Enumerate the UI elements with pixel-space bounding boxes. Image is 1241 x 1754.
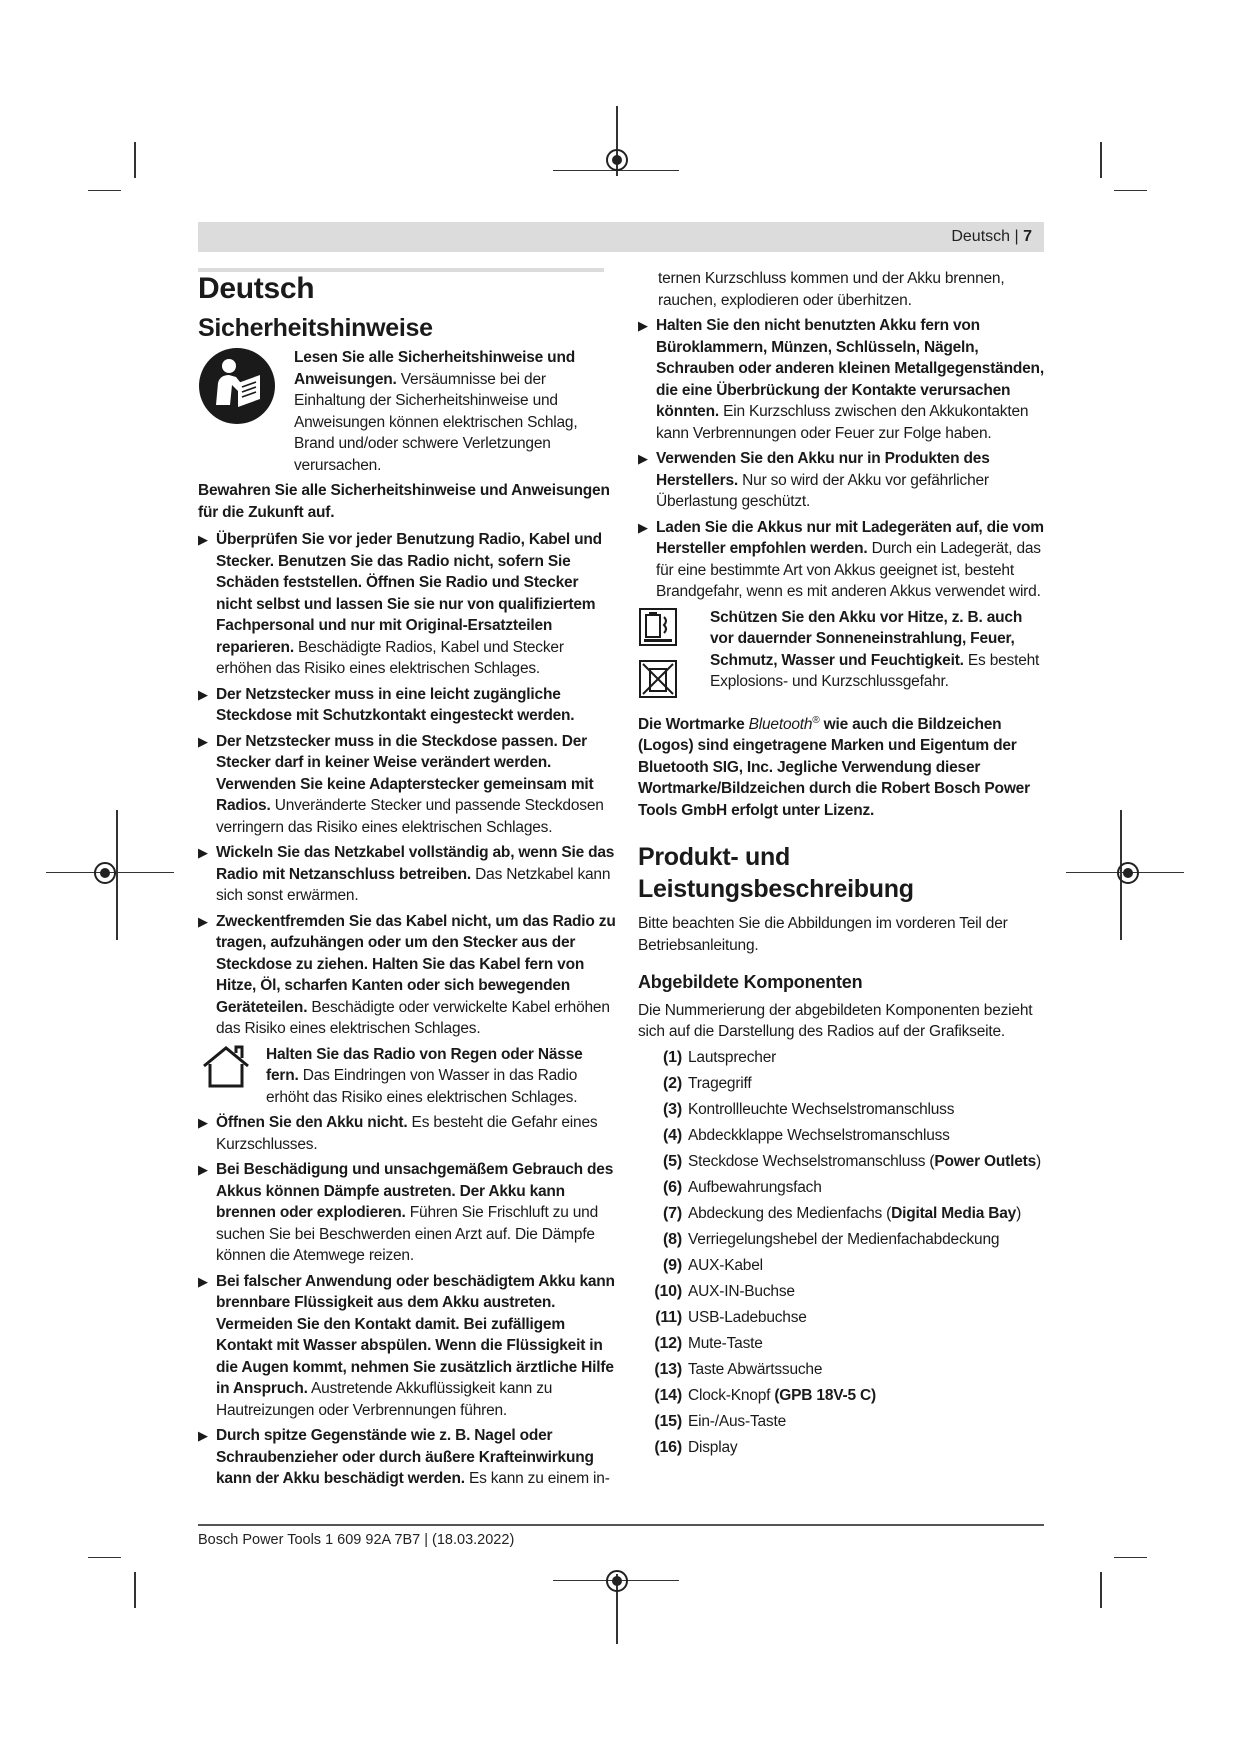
list-item: (4) Abdeckklappe Wechselstromanschluss [663, 1126, 950, 1144]
crop-mark-br-vertical [1100, 1572, 1102, 1608]
registration-mark-bottom-icon [606, 1570, 628, 1592]
bullet-9: ▶ Durch spitze Gegenstände wie z. B. Nagel oder Schraubenzieher oder durch äußere Krafteinwirkung kann der Akku beschädigt werden. Es kann zu einem in- [198, 1427, 610, 1487]
list-item: (5) Steckdose Wechselstromanschluss (Power Outlets) [663, 1152, 1041, 1170]
product-paragraph: Bitte beachten Sie die Abbildungen im vorderen Teil der Betriebsanleitung. [638, 915, 1008, 954]
right-column [638, 268, 1048, 1463]
list-item: (1) Lautsprecher [663, 1048, 777, 1066]
list-item: (8) Verriegelungshebel der Medienfachabdeckung [663, 1230, 1000, 1248]
rain-paragraph: Halten Sie das Radio von Regen oder Nässe fern. Das Eindringen von Wasser in das Radio erhöht das Risiko eines elektrischen Schlages. [266, 1045, 583, 1106]
crop-mark-bl-horizontal [88, 1557, 121, 1558]
page-number: 7 [1023, 228, 1032, 245]
crop-mark-tl-vertical [134, 142, 136, 178]
intro-paragraph: Lesen Sie alle Sicherheitshinweise und Anweisungen. Versäumnisse bei der Einhaltung der Sicherheitshinweise und Anweisungen können elektrischen Schlag, Brand und/oder schwere Verletzungen verursachen. [294, 349, 578, 474]
bluetooth-notice: Die Wortmarke Bluetooth® wie auch die Bildzeichen (Logos) sind eingetragene Marken und Eigentum der Bluetooth SIG, Inc. Jegliche Verwendung dieser Wortmarke/Bildzeichen durch die Robert Bosch Power Tools GmbH erfolgt unter Lizenz. [638, 714, 1030, 819]
battery-heat-icon [638, 607, 678, 654]
list-item: (13) Taste Abwärtssuche [654, 1360, 823, 1378]
list-item: (16) Display [654, 1438, 738, 1456]
bullet-1: ▶ Überprüfen Sie vor jeder Benutzung Radio, Kabel und Stecker. Benutzen Sie das Radio nicht, sofern Sie Schäden feststellen. Öffnen Sie Radio und Stecker nicht selbst und lassen Sie sie nur von qualifiziertem Fachpersonal und nur mit Original-Ersatzteilen reparieren. Beschädigte Radios, Kabel und Stecker erhöhen das Risiko eines elektrischen Schlages. [198, 531, 602, 677]
page-header [198, 222, 1044, 252]
components-paragraph: Die Nummerierung der abgebildeten Komponenten bezieht sich auf die Darstellung des Radios auf der Grafikseite. [638, 1001, 1033, 1041]
page-title: Deutsch [198, 272, 315, 305]
protect-paragraph: Schützen Sie den Akku vor Hitze, z. B. auch vor dauernder Sonneneinstrahlung, Feuer, Schmutz, Wasser und Feuchtigkeit. Es besteht Explosions- und Kurzschlussgefahr. [710, 608, 1040, 690]
battery-no-water-icon [638, 659, 678, 706]
bullet-6: ▶ Öffnen Sie den Akku nicht. Es besteht die Gefahr eines Kurzschlusses. [198, 1114, 598, 1153]
list-item: (15) Ein-/Aus-Taste [654, 1412, 786, 1430]
bullet-2: ▶ Der Netzstecker muss in eine leicht zugängliche Steckdose mit Schutzkontakt eingesteckt werden. [198, 685, 575, 724]
product-heading: Produkt- und Leistungsbeschreibung [638, 843, 914, 904]
rain-block [198, 1044, 618, 1109]
crop-mark-bl-vertical [134, 1572, 136, 1608]
crop-mark-br-horizontal [1114, 1557, 1147, 1558]
bullet-7: ▶ Bei Beschädigung und unsachgemäßem Gebrauch des Akkus können Dämpfe austreten. Der Akku kann brennen oder explodieren. Führen Sie Frischluft zu und suchen Sie bei Beschwerden einen Arzt auf. Die Dämpfe können die Atemwege reizen. [198, 1161, 614, 1264]
crop-mark-tl-horizontal [88, 190, 121, 191]
read-manual-icon [198, 347, 276, 476]
bullet-3: ▶ Der Netzstecker muss in die Steckdose passen. Der Stecker darf in keiner Weise verändert werden. Verwenden Sie keine Adapterstecker gemeinsam mit Radios. Unveränderte Stecker und passende Steckdosen verringern das Risiko eines elektrischen Schlages. [198, 732, 604, 836]
registration-mark-top-icon [606, 149, 628, 171]
header-label: Deutsch | 7 [951, 228, 1032, 245]
registration-mark-right-icon [1117, 862, 1139, 884]
components-list [638, 1047, 1048, 1459]
crop-mark-tr-vertical [1100, 142, 1102, 178]
list-item: (11) USB-Ladebuchse [655, 1308, 807, 1326]
list-item: (14) Clock-Knopf (GPB 18V-5 C) [654, 1386, 876, 1404]
indoor-use-icon [198, 1044, 254, 1109]
list-item: (7) Abdeckung des Medienfachs (Digital Media Bay) [663, 1204, 1022, 1222]
components-heading: Abgebildete Komponenten [638, 972, 863, 993]
footer-rule [198, 1524, 1044, 1526]
bullet-r3: ▶ Laden Sie die Akkus nur mit Ladegeräten auf, die vom Hersteller empfohlen werden. Durch ein Ladegerät, das für eine bestimmte Art von Akkus geeignet ist, besteht Brandgefahr, wenn es mit anderen Akkus verwendet wird. [638, 518, 1044, 600]
bullet-5: ▶ Zweckentfremden Sie das Kabel nicht, um das Radio zu tragen, aufzuhängen oder um den Stecker aus der Steckdose zu ziehen. Halten Sie das Kabel fern von Hitze, Öl, scharfen Kanten oder sich bewegenden Geräteteilen. Beschädigte oder verwickelte Kabel erhöhen das Risiko eines elektrischen Schlages. [198, 912, 616, 1037]
keep-instructions: Bewahren Sie alle Sicherheitshinweise und Anweisungen für die Zukunft auf. [198, 482, 610, 521]
safety-heading: Sicherheitshinweise [198, 313, 433, 342]
bullet-r2: ▶ Verwenden Sie den Akku nur in Produkten des Herstellers. Nur so wird der Akku vor gefährlicher Überlastung geschützt. [638, 450, 990, 510]
continued-text: ternen Kurzschluss kommen und der Akku brennen, rauchen, explodieren oder überhitzen. [658, 270, 1005, 309]
crop-mark-tr-horizontal [1114, 190, 1147, 191]
protect-block [638, 607, 1048, 706]
crop-mark-left-vertical [116, 810, 118, 940]
read-instructions-block [198, 347, 618, 476]
list-item: (6) Aufbewahrungsfach [663, 1178, 822, 1196]
left-column [198, 272, 618, 1494]
list-item: (12) Mute-Taste [654, 1334, 763, 1352]
bullet-8: ▶ Bei falscher Anwendung oder beschädigtem Akku kann brennbare Flüssigkeit aus dem Akku austreten. Vermeiden Sie den Kontakt damit. Bei zufälligem Kontakt mit Wasser abspülen. Wenn die Flüssigkeit in die Augen kommt, nehmen Sie zusätzlich ärztliche Hilfe in Anspruch. Austretende Akkuflüssigkeit kann zu Hautreizungen oder Verbrennungen führen. [198, 1272, 615, 1419]
bullet-4: ▶ Wickeln Sie das Netzkabel vollständig ab, wenn Sie das Radio mit Netzanschluss betreiben. Das Netzkabel kann sich sonst erwärmen. [198, 844, 615, 904]
bullet-r1: ▶ Halten Sie den nicht benutzten Akku fern von Büroklammern, Münzen, Schlüsseln, Nägeln, Schrauben oder anderen kleinen Metallgegenständen, die eine Überbrückung der Kontakte verursachen könnten. Ein Kurzschluss zwischen den Akkukontakten kann Verbrennungen oder Feuer zur Folge haben. [638, 317, 1044, 442]
registration-mark-left-icon [94, 862, 116, 884]
list-item: (3) Kontrollleuchte Wechselstromanschluss [663, 1100, 955, 1118]
list-item: (9) AUX-Kabel [663, 1256, 763, 1274]
footer-text: Bosch Power Tools 1 609 92A 7B7 | (18.03.2022) [198, 1532, 515, 1548]
list-item: (10) AUX-IN-Buchse [654, 1282, 795, 1300]
list-item: (2) Tragegriff [663, 1074, 752, 1092]
